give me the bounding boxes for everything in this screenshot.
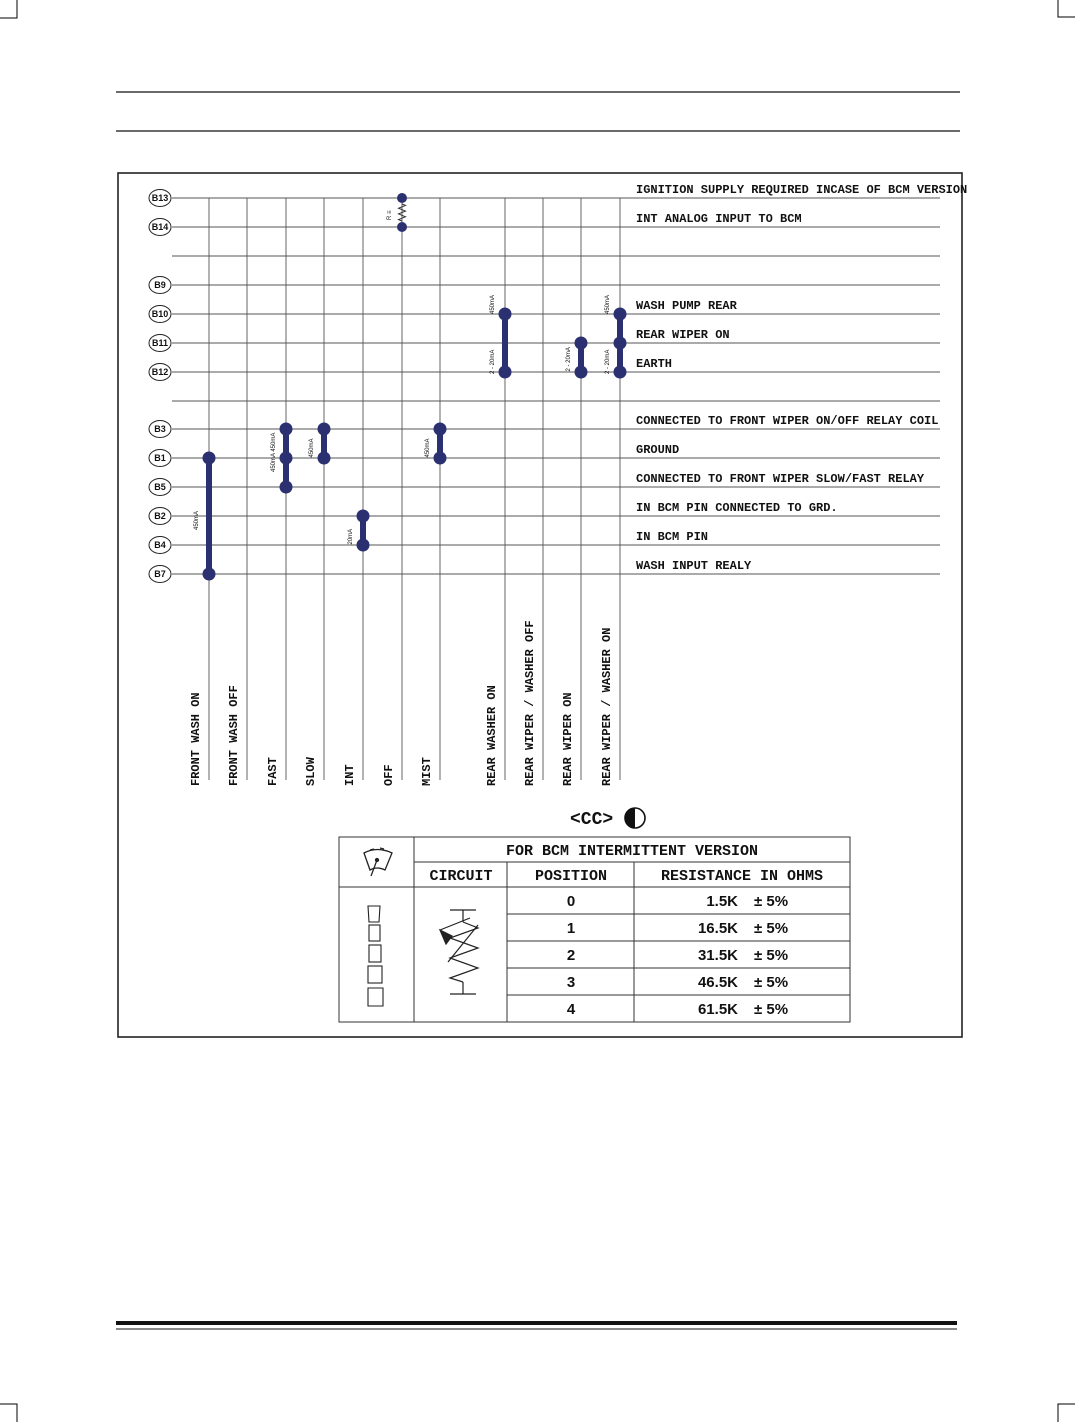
- pin-id: B13: [151, 193, 169, 204]
- pin-id: B2: [154, 511, 166, 522]
- connection-dot: [575, 337, 588, 350]
- half-circle-icon: [625, 808, 645, 828]
- connection-dot: [203, 568, 216, 581]
- pin-id: B10: [151, 309, 169, 320]
- row-position: 1: [566, 920, 576, 937]
- row-resistance: 1.5K: [706, 893, 738, 910]
- pin-bubble-b2: [149, 508, 171, 525]
- pin-bubble-b7: [149, 566, 171, 583]
- position-label: FRONT WASH ON: [189, 692, 203, 786]
- pin-id: B9: [154, 280, 166, 291]
- pin-bubble-b3: [149, 421, 171, 438]
- table-row: [567, 947, 788, 964]
- switch-position-labels: [189, 620, 614, 786]
- connection-dot: [434, 452, 447, 465]
- connection-dot: [614, 308, 627, 321]
- connection-dot: [280, 481, 293, 494]
- connection-fast: [271, 423, 293, 494]
- row-position: 3: [566, 974, 576, 991]
- pin-bubble-b14: [149, 219, 171, 236]
- pin-function-label: IGNITION SUPPLY REQUIRED INCASE OF BCM VERSION: [636, 183, 968, 197]
- current-label: 450mA: [425, 438, 431, 458]
- pin-label-group: [149, 190, 171, 583]
- footer-rule-thick: [116, 1321, 957, 1325]
- pin-id: B5: [154, 482, 166, 493]
- current-label: 20mA: [348, 528, 354, 545]
- pin-function-label: IN BCM PIN: [636, 530, 709, 544]
- pin-function-label: CONNECTED TO FRONT WIPER SLOW/FAST RELAY: [636, 472, 925, 486]
- pin-function-label: INT ANALOG INPUT TO BCM: [636, 212, 802, 226]
- pin-bubble-b5: [149, 479, 171, 496]
- table-title: FOR BCM INTERMITTENT VERSION: [505, 843, 759, 860]
- connection-dot: [614, 366, 627, 379]
- connection-dot: [434, 423, 447, 436]
- row-resistance: 46.5K: [697, 974, 738, 991]
- pin-function-label: EARTH: [636, 357, 673, 371]
- pin-bubble-b4: [149, 537, 171, 554]
- pin-id: B14: [151, 222, 169, 233]
- connection-off: [387, 193, 407, 232]
- resistor-circuit-icon: [440, 910, 478, 994]
- pin-id: B12: [151, 367, 169, 378]
- pin-function-labels: [636, 183, 967, 573]
- connection-group: [194, 193, 627, 581]
- pin-function-label: WASH INPUT REALY: [636, 559, 752, 573]
- connection-dot: [357, 539, 370, 552]
- cc-symbol-label: <CC>: [570, 810, 614, 830]
- pin-id: B3: [154, 424, 166, 435]
- table-row: [567, 920, 788, 937]
- current-label: 450mA: [194, 510, 200, 530]
- row-resistance: 61.5K: [697, 1001, 738, 1018]
- pin-function-label: REAR WIPER ON: [636, 328, 730, 342]
- table-rows: [567, 893, 788, 1018]
- connection-dot: [280, 423, 293, 436]
- row-resistance: 31.5K: [697, 947, 738, 964]
- position-label: REAR WIPER / WASHER OFF: [523, 620, 537, 786]
- pin-bubble-b11: [149, 335, 171, 352]
- row-tolerance: ± 5%: [754, 947, 789, 964]
- pin-function-label: WASH PUMP REAR: [636, 299, 737, 313]
- pin-function-label: GROUND: [636, 443, 680, 457]
- row-tolerance: ± 5%: [754, 893, 789, 910]
- position-label: FAST: [266, 757, 280, 786]
- position-label: FRONT WASH OFF: [227, 685, 241, 786]
- pin-id: B1: [154, 453, 166, 464]
- pin-function-label: IN BCM PIN CONNECTED TO GRD.: [636, 501, 838, 515]
- row-position: 2: [566, 947, 576, 964]
- pin-id: B11: [151, 338, 169, 349]
- table-row: [567, 893, 788, 910]
- table-header-position: POSITION: [534, 868, 608, 885]
- row-position: 0: [566, 893, 576, 910]
- position-label: REAR WIPER ON: [561, 692, 575, 786]
- table-row: [567, 974, 788, 991]
- connection-dot: [318, 423, 331, 436]
- connection-dot: [203, 452, 216, 465]
- connection-dot: [499, 366, 512, 379]
- pin-bubble-b13: [149, 190, 171, 207]
- row-tolerance: ± 5%: [754, 920, 789, 937]
- row-tolerance: ± 5%: [754, 974, 789, 991]
- row-resistance: 16.5K: [697, 920, 738, 937]
- table-header-resistance: RESISTANCE IN OHMS: [660, 868, 824, 885]
- position-label: REAR WASHER ON: [485, 685, 499, 786]
- connection-dot: [575, 366, 588, 379]
- connection-dot: [357, 510, 370, 523]
- row-position: 4: [566, 1001, 576, 1018]
- position-label: MIST: [420, 757, 434, 786]
- current-label: 450mA: [309, 438, 315, 458]
- connection-dot: [614, 337, 627, 350]
- position-label: OFF: [382, 764, 396, 786]
- current-label: 450mA: [490, 294, 496, 314]
- connection-dot: [280, 452, 293, 465]
- current-label: 450mA: [605, 294, 611, 314]
- current-label: R ≡: [387, 210, 393, 220]
- figure-frame: [118, 173, 962, 1037]
- current-label: 2 - 20mA: [490, 349, 496, 374]
- connection-dot: [318, 452, 331, 465]
- table-row: [567, 1001, 788, 1018]
- pin-id: B7: [154, 569, 166, 580]
- current-label: 450mA 450mA: [271, 432, 277, 472]
- row-tolerance: ± 5%: [754, 1001, 789, 1018]
- connection-dot: [397, 193, 407, 203]
- position-label: INT: [343, 764, 357, 786]
- current-label: 2 - 20mA: [566, 347, 572, 372]
- connection-dot: [397, 222, 407, 232]
- pin-bubble-b9: [149, 277, 171, 294]
- current-label: 2 - 20mA: [605, 349, 611, 374]
- connection-rear-wiper-washer-on: [605, 295, 627, 379]
- pin-id: B4: [154, 540, 166, 551]
- connection-rear-washer-on: [490, 295, 512, 379]
- position-label: REAR WIPER / WASHER ON: [600, 627, 614, 786]
- switch-stalk-icon: [368, 906, 383, 1006]
- position-label: SLOW: [304, 757, 318, 786]
- table-header-circuit: CIRCUIT: [429, 868, 493, 885]
- pin-bubble-b1: [149, 450, 171, 467]
- pin-bubble-b10: [149, 306, 171, 323]
- pin-function-label: CONNECTED TO FRONT WIPER ON/OFF RELAY COIL: [636, 414, 939, 428]
- pin-bubble-b12: [149, 364, 171, 381]
- wiper-switch-icon: [364, 848, 392, 876]
- connection-dot: [499, 308, 512, 321]
